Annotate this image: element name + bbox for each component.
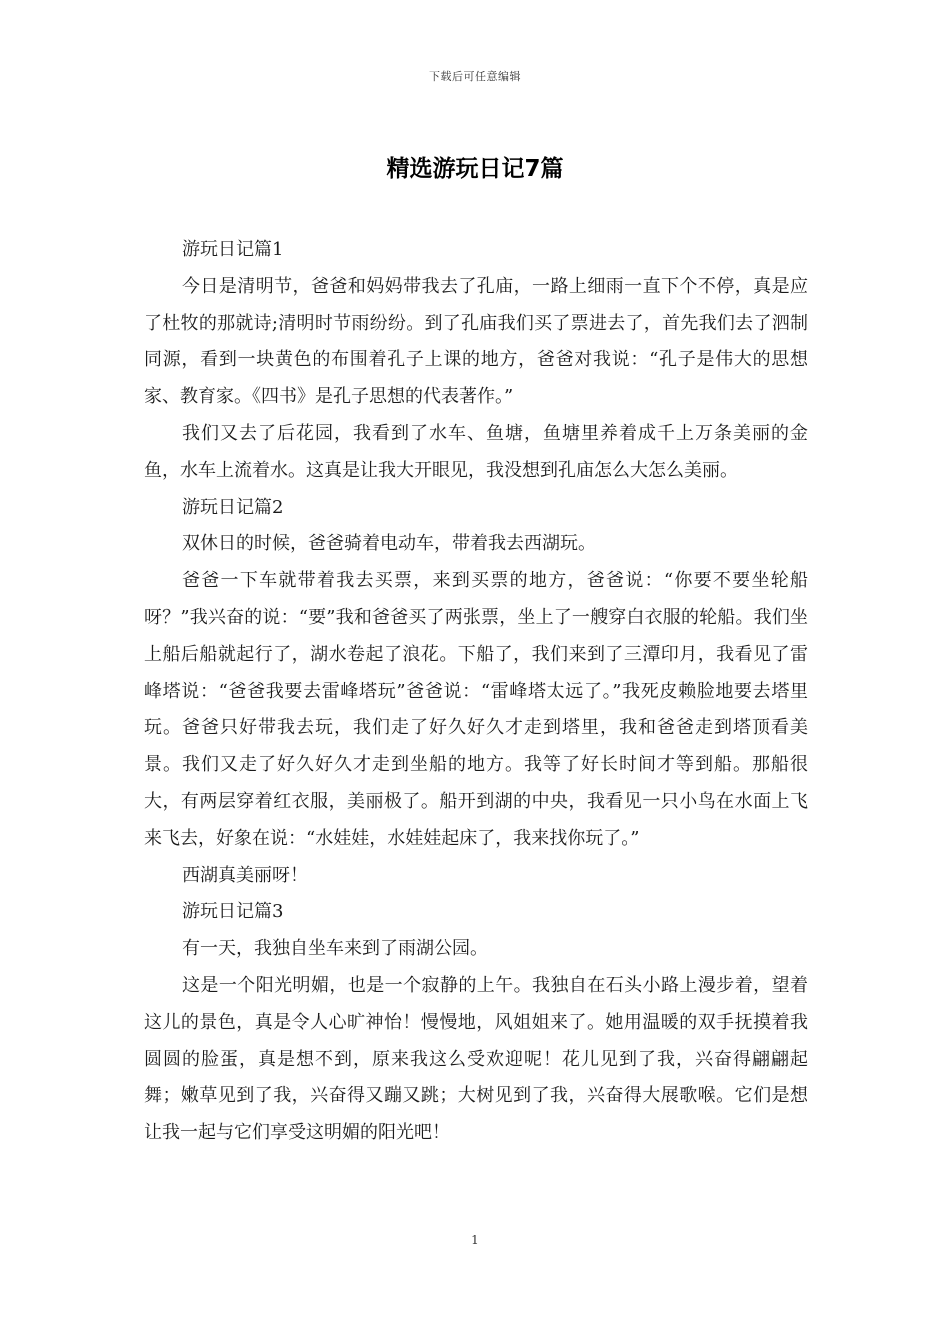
paragraph: 西湖真美丽呀！ <box>182 864 308 886</box>
paragraph: 有一天，我独自坐车来到了雨湖公园。 <box>182 938 488 960</box>
section-heading-2: 游玩日记篇2 <box>182 496 284 518</box>
document-body <box>144 232 808 1152</box>
document-title: 精选游玩日记7篇 <box>386 156 564 182</box>
paragraph: 我们又去了后花园，我看到了水车、鱼塘，鱼塘里养着成千上万条美丽的金鱼，水车上流着水。这真是让我大开眼见，我没想到孔庙怎么大怎么美丽。 <box>144 422 808 481</box>
page-header-note: 下载后可任意编辑 <box>429 70 521 83</box>
page-number: 1 <box>471 1233 479 1247</box>
paragraph: 今日是清明节，爸爸和妈妈带我去了孔庙，一路上细雨一直下个不停，真是应了杜牧的那就诗;清明时节雨纷纷。到了孔庙我们买了票进去了，首先我们去了泗制同源，看到一块黄色的布围着孔子上课的地方，爸爸对我说：“孔子是伟大的思想家、教育家。《四书》是孔子思想的代表著作。” <box>144 275 808 408</box>
paragraph: 爸爸一下车就带着我去买票，来到买票的地方，爸爸说：“你要不要坐轮船呀？”我兴奋的说：“要”我和爸爸买了两张票，坐上了一艘穿白衣服的轮船。我们坐上船后船就起行了，湖水卷起了浪花。下船了，我们来到了三潭印月，我看见了雷峰塔说：“爸爸我要去雷峰塔玩”爸爸说：“雷峰塔太远了。”我死皮赖脸地要去塔里玩。爸爸只好带我去玩，我们走了好久好久才走到塔里，我和爸爸走到塔顶看美景。我们又走了好久好久才走到坐船的地方。我等了好长时间才等到船。那船很大，有两层穿着红衣服，美丽极了。船开到湖的中央，我看见一只小鸟在水面上飞来飞去，好象在说：“水娃娃，水娃娃起床了，我来找你玩了。” <box>144 570 808 849</box>
paragraph: 双休日的时候，爸爸骑着电动车，带着我去西湖玩。 <box>182 533 596 555</box>
section-heading-3: 游玩日记篇3 <box>182 901 284 923</box>
paragraph: 这是一个阳光明媚，也是一个寂静的上午。我独自在石头小路上漫步着，望着这儿的景色，真是令人心旷神怡！慢慢地，风姐姐来了。她用温暖的双手抚摸着我圆圆的脸蛋，真是想不到，原来我这么受欢迎呢！花儿见到了我，兴奋得翩翩起舞；嫩草见到了我，兴奋得又蹦又跳；大树见到了我，兴奋得大展歌喉。它们是想让我一起与它们享受这明媚的阳光吧！ <box>144 974 808 1144</box>
section-heading-1: 游玩日记篇1 <box>182 239 284 260</box>
